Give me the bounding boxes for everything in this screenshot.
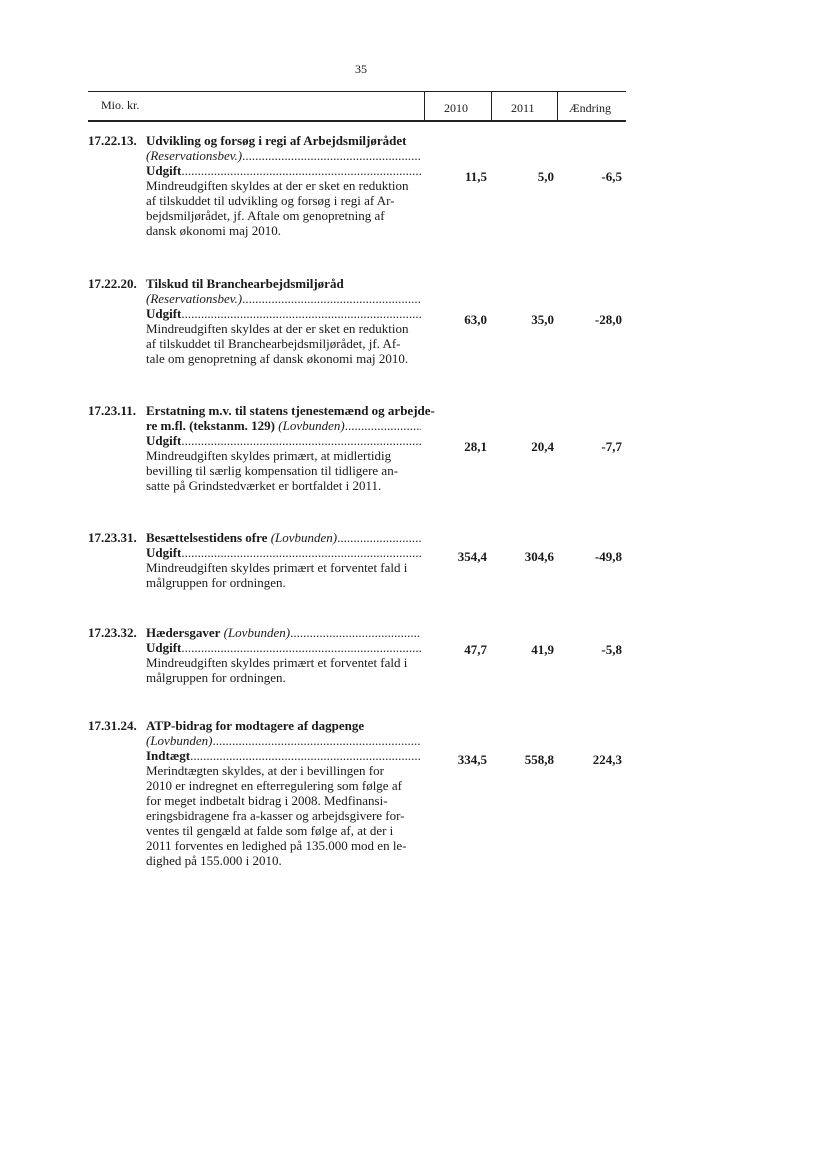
entry-note: Mindreudgiften skyldes primært et forventet fald i målgruppen for ordningen. xyxy=(146,655,408,685)
entry-title-continued: re m.fl. (tekstanm. 129) xyxy=(146,418,276,433)
entry-label: Udgift xyxy=(146,306,182,321)
leader-dots xyxy=(345,418,421,433)
entry-subtitle: (Reservationsbev.) xyxy=(146,291,243,306)
header-divider xyxy=(491,91,492,121)
entry-title: Hædersgaver xyxy=(146,625,221,640)
value-2010: 47,7 xyxy=(464,642,487,657)
entry-label: Udgift xyxy=(146,545,182,560)
entry-title: Tilskud til Branchearbejdsmiljøråd xyxy=(146,276,344,291)
entry-code: 17.23.11. xyxy=(88,403,137,418)
entry-label: Indtægt xyxy=(146,748,191,763)
entry-note: Mindreudgiften skyldes at der er sket en reduktion af tilskuddet til udvikling og forsøg i regi af Ar- bejdsmiljørådet, jf. Aftale om genopretning af dansk økonomi maj 2010. xyxy=(146,178,409,238)
header-unit: Mio. kr. xyxy=(101,98,140,112)
value-change: -49,8 xyxy=(594,549,622,564)
entry-code: 17.22.20. xyxy=(88,276,137,291)
value-2011: 304,6 xyxy=(524,549,554,564)
value-change: -6,5 xyxy=(601,169,622,184)
entry-label: Udgift xyxy=(146,163,182,178)
header-divider xyxy=(557,91,558,121)
header-divider xyxy=(424,91,425,121)
page-number: 35 xyxy=(355,62,367,76)
value-2011: 558,8 xyxy=(524,752,554,767)
value-2011: 35,0 xyxy=(531,312,554,327)
entry-title: Udvikling og forsøg i regi af Arbejdsmiljørådet xyxy=(146,133,407,148)
entry-note: Mindreudgiften skyldes at der er sket en reduktion af tilskuddet til Branchearbejdsmiljørådet, jf. Af- tale om genopretning af dansk økonomi maj 2010. xyxy=(146,321,409,366)
entry-subtitle: (Lovbunden) xyxy=(146,733,213,748)
leader-dots xyxy=(181,163,421,178)
value-change: 224,3 xyxy=(592,752,622,767)
leader-dots xyxy=(337,530,421,545)
leader-dots xyxy=(181,306,421,321)
entry-label: Udgift xyxy=(146,433,182,448)
header-bottom-rule xyxy=(88,120,626,122)
leader-dots xyxy=(181,545,421,560)
leader-dots xyxy=(190,748,421,763)
leader-dots xyxy=(290,625,421,640)
header-col-2011: 2011 xyxy=(511,101,535,115)
value-2011: 20,4 xyxy=(531,439,554,454)
entry-title: Erstatning m.v. til statens tjenestemænd og arbejde- xyxy=(146,403,435,418)
entry-title: ATP-bidrag for modtagere af dagpenge xyxy=(146,718,365,733)
value-2010: 63,0 xyxy=(464,312,487,327)
value-2010: 354,4 xyxy=(457,549,487,564)
budget-entry xyxy=(88,133,628,238)
entry-code: 17.22.13. xyxy=(88,133,137,148)
value-change: -7,7 xyxy=(601,439,622,454)
leader-dots xyxy=(242,291,421,306)
budget-entry xyxy=(88,718,628,868)
value-2010: 28,1 xyxy=(464,439,487,454)
value-2010: 11,5 xyxy=(464,169,487,184)
entry-note: Mindreudgiften skyldes primært et forventet fald i målgruppen for ordningen. xyxy=(146,560,408,590)
leader-dots xyxy=(212,733,421,748)
entry-code: 17.23.31. xyxy=(88,530,137,545)
header-col-change: Ændring xyxy=(569,101,611,115)
header-col-2010: 2010 xyxy=(444,101,468,115)
value-2011: 5,0 xyxy=(537,169,554,184)
value-2011: 41,9 xyxy=(531,642,554,657)
entry-note: Mindreudgiften skyldes primært, at midlertidig bevilling til særlig kompensation til tidligere an- satte på Grindstedværket er bortfaldet i 2011. xyxy=(146,448,399,493)
leader-dots xyxy=(181,433,421,448)
value-change: -5,8 xyxy=(601,642,622,657)
entry-code: 17.31.24. xyxy=(88,718,137,733)
leader-dots xyxy=(242,148,421,163)
value-2010: 334,5 xyxy=(457,752,487,767)
value-change: -28,0 xyxy=(594,312,622,327)
leader-dots xyxy=(181,640,421,655)
entry-code: 17.23.32. xyxy=(88,625,137,640)
entry-subtitle: (Lovbunden) xyxy=(223,625,291,640)
entry-label: Udgift xyxy=(146,640,182,655)
entry-subtitle: (Lovbunden) xyxy=(278,418,345,433)
entry-subtitle: (Reservationsbev.) xyxy=(146,148,243,163)
entry-title: Besættelsestidens ofre xyxy=(146,530,268,545)
entry-note: Merindtægten skyldes, at der i bevillingen for 2010 er indregnet en efterregulering som følge af for meget indbetalt bidrag i 2008. Medfinansi- eringsbidragene fra a-kasser og arbejdsgivere for- ventes til gengæld at falde som følge af, at der i 2011 forventes en ledighed på 135.000 mod en le- dighed på 155.000 i 2010. xyxy=(146,763,407,868)
entry-subtitle: (Lovbunden) xyxy=(270,530,338,545)
header-top-rule xyxy=(88,91,626,92)
